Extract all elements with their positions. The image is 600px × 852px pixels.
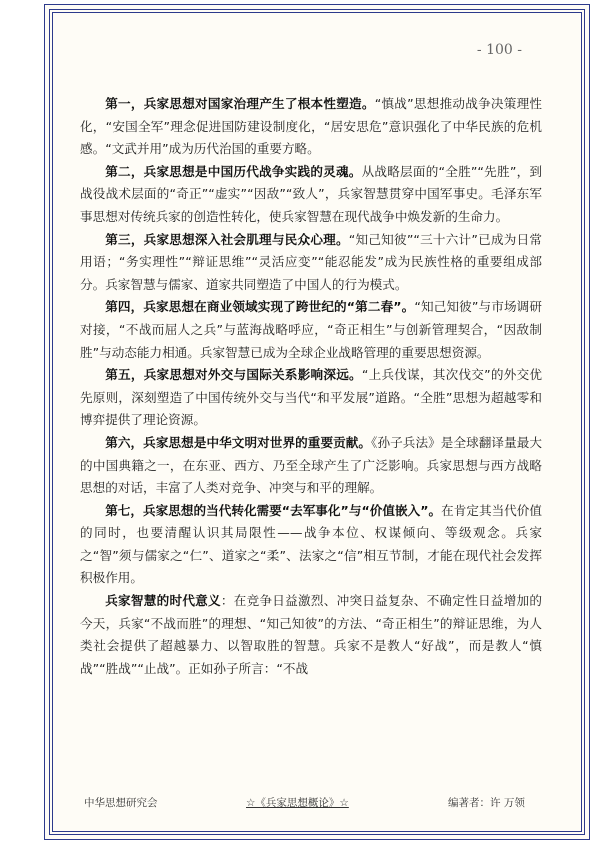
paragraph-text: 从战略层面的“全胜”“先胜”，到战役战术层面的“奇正”“虚实”“因敌”“致人”，兵家智慧贯穿中国军事史。毛泽东军事思想对传统兵家的创造性转化，使兵家智慧在现代战争中焕发新的生命力。	[80, 163, 542, 224]
paragraph-7	[80, 500, 542, 590]
paragraph-heading: 第六，兵家思想是中华文明对世界的重要贡献。	[105, 434, 372, 450]
paragraph-heading: 第四，兵家思想在商业领域实现了跨世纪的“第二春”。	[105, 299, 415, 315]
paragraph-text: 《孙子兵法》是全球翻译量最大的中国典籍之一，在东亚、西方、乃至全球产生了广泛影响。兵家思想与西方战略思想的对话，丰富了人类对竞争、冲突与和平的理解。	[80, 434, 543, 496]
page-number: - 100 -	[476, 42, 522, 58]
paragraph-heading: 第一，兵家思想对国家治理产生了根本性塑造。	[105, 96, 375, 111]
paragraph-heading: 第五，兵家思想对外交与国际关系影响深远。	[105, 367, 362, 383]
paragraph-heading: 第三，兵家思想深入社会肌理与民众心理。	[105, 231, 349, 247]
paragraph-text: “知己知彼”与市场调研对接，“不战而屈人之兵”与蓝海战略呼应，“奇正相生”与创新管理契合，“因敌制胜”与动态能力相通。兵家智慧已成为全球企业战略管理的重要思想资源。	[80, 299, 542, 360]
paragraph-text: “慎战”思想推动战争决策理性化，“安国全军”理念促进国防建设制度化，“居安思危”意识强化了中华民族的危机感。“文武并用”成为历代治国的重要方略。	[80, 96, 542, 157]
paragraph-8	[80, 590, 542, 680]
paragraph-text: “知己知彼”“三十六计”已成为日常用语；“务实理性”“辩证思维”“灵活应变”“能忍能发”成为民族性格的重要组成部分。兵家智慧与儒家、道家共同塑造了中国人的行为模式。	[80, 231, 542, 292]
paragraph-3	[80, 229, 542, 297]
paragraph-heading: 兵家智慧的时代意义	[105, 593, 221, 609]
paragraph-heading: 第七，兵家思想的当代转化需要“去军事化”与“价值嵌入”。	[105, 502, 442, 518]
paragraph-heading: 第二，兵家思想是中国历代战争实践的灵魂。	[105, 163, 362, 179]
paragraph-text: 在肯定其当代价值的同时，也要清醒认识其局限性——战争本位、权谋倾向、等级观念。兵家之“智”须与儒家之“仁”、道家之“柔”、法家之“信”相互节制，才能在现代社会发挥积极作用。	[80, 502, 543, 586]
footer-organization: 中华思想研究会	[84, 797, 158, 809]
document-body	[80, 93, 542, 680]
footer-book-title: ☆《兵家思想概论》☆	[246, 797, 349, 809]
paragraph-4	[80, 296, 542, 364]
paragraph-text: ：在竞争日益激烈、冲突日益复杂、不确定性日益增加的今天，兵家“不战而胜”的理想、“知己知彼”的方法、“奇正相生”的辩证思维，为人类社会提供了超越暴力、以智取胜的智慧。兵家不是教人“好战”，而是教人“慎战”“胜战”“止战”。正如孙子所言：“不战	[80, 593, 543, 676]
paragraph-6	[80, 432, 542, 500]
paragraph-1	[80, 93, 542, 161]
paragraph-5	[80, 364, 542, 432]
paragraph-2	[80, 161, 542, 229]
paragraph-text: “上兵伐谋，其次伐交”的外交优先原则，深刻塑造了中国传统外交与当代“和平发展”道路。“全胜”思想为超越零和博弈提供了理论资源。	[80, 367, 543, 428]
footer-author: 编著者：许 万领	[448, 797, 525, 809]
